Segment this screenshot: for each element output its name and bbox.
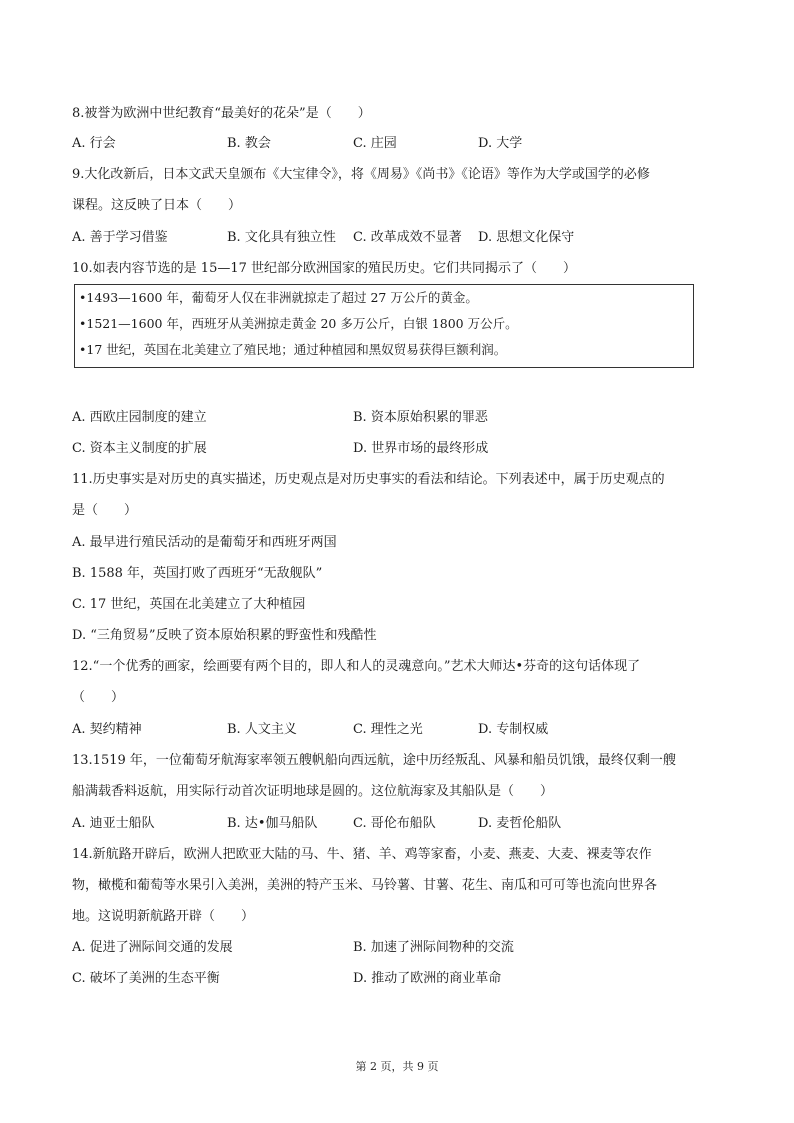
question-13-option-a: A. 迪亚士船队	[72, 816, 155, 831]
question-10-option-b: B. 资本原始积累的罪恶	[353, 410, 488, 425]
question-10-option-a: A. 西欧庄园制度的建立	[72, 410, 207, 425]
question-9-option-b: B. 文化具有独立性	[227, 230, 336, 245]
question-8-option-c: C. 庄园	[353, 136, 397, 151]
question-8-option-d: D. 大学	[478, 136, 523, 151]
question-14-stem-line-3: 地。这说明新航路开辟（ ）	[72, 909, 255, 924]
table-row: •17 世纪，英国在北美建立了殖民地；通过种植园和黑奴贸易获得巨额利润。	[79, 342, 507, 357]
question-14-stem-line-1: 14.新航路开辟后，欧洲人把欧亚大陆的马、牛、猪、羊、鸡等家畜，小麦、燕麦、大麦、裸麦等农作	[72, 847, 652, 862]
question-9-stem-line-2: 课程。这反映了日本（ ）	[72, 198, 242, 213]
question-13-option-b: B. 达•伽马船队	[227, 816, 318, 831]
question-14-option-a: A. 促进了洲际间交通的发展	[72, 940, 233, 955]
question-12-stem-line-2: （ ）	[72, 690, 125, 705]
table-row: •1521—1600 年，西班牙从美洲掠走黄金 20 多万公斤，白银 1800 万公斤。	[79, 316, 518, 331]
question-9-option-c: C. 改革成效不显著	[353, 230, 462, 245]
question-14-option-d: D. 推动了欧洲的商业革命	[353, 971, 502, 986]
question-12-option-b: B. 人文主义	[227, 722, 297, 737]
question-13-option-c: C. 哥伦布船队	[353, 816, 436, 831]
question-8-stem: 8.被誉为欧洲中世纪教育“最美好的花朵”是（ ）	[72, 106, 371, 121]
question-9-option-a: A. 善于学习借鉴	[72, 230, 168, 245]
question-10-table	[74, 284, 694, 368]
question-14-stem-line-2: 物，橄榄和葡萄等水果引入美洲，美洲的特产玉米、马铃薯、甘薯、花生、南瓜和可可等也流向世界各	[72, 878, 658, 893]
question-9-option-d: D. 思想文化保守	[478, 230, 575, 245]
question-12-option-d: D. 专制权威	[478, 722, 549, 737]
question-8-option-a: A. 行会	[72, 136, 116, 151]
question-10-option-c: C. 资本主义制度的扩展	[72, 441, 207, 456]
question-11-stem-line-2: 是（ ）	[72, 503, 138, 518]
question-10-stem: 10.如表内容节选的是 15—17 世纪部分欧洲国家的殖民历史。它们共同揭示了（ ）	[72, 261, 577, 276]
table-row: •1493—1600 年，葡萄牙人仅在非洲就掠走了超过 27 万公斤的黄金。	[79, 290, 478, 305]
question-12-option-c: C. 理性之光	[353, 722, 423, 737]
question-13-stem-line-1: 13.1519 年，一位葡萄牙航海家率领五艘帆船向西远航，途中历经叛乱、风暴和船员饥饿，最终仅剩一艘	[72, 753, 676, 768]
question-8-option-b: B. 教会	[227, 136, 271, 151]
question-12-option-a: A. 契约精神	[72, 722, 142, 737]
question-11-stem-line-1: 11.历史事实是对历史的真实描述，历史观点是对历史事实的看法和结论。下列表述中，属于历史观点的	[72, 472, 665, 487]
page-number-footer: 第 2 页，共 9 页	[355, 1060, 439, 1073]
question-14-option-b: B. 加速了洲际间物种的交流	[353, 940, 514, 955]
question-12-stem-line-1: 12.“一个优秀的画家，绘画要有两个目的，即人和人的灵魂意向。”艺术大师达•芬奇的这句话体现了	[72, 659, 641, 674]
question-10-option-d: D. 世界市场的最终形成	[353, 441, 489, 456]
question-11-option-c: C. 17 世纪，英国在北美建立了大种植园	[72, 597, 306, 612]
question-13-stem-line-2: 船满载香料返航，用实际行动首次证明地球是圆的。这位航海家及其船队是（ ）	[72, 784, 554, 799]
question-9-stem-line-1: 9.大化改新后，日本文武天皇颁布《大宝律令》，将《周易》《尚书》《论语》等作为大学或国学的必修	[72, 167, 650, 182]
question-13-option-d: D. 麦哲伦船队	[478, 816, 562, 831]
question-11-option-a: A. 最早进行殖民活动的是葡萄牙和西班牙两国	[72, 535, 337, 550]
question-11-option-d: D. “三角贸易”反映了资本原始积累的野蛮性和残酷性	[72, 628, 377, 643]
question-14-option-c: C. 破坏了美洲的生态平衡	[72, 971, 220, 986]
question-11-option-b: B. 1588 年，英国打败了西班牙“无敌舰队”	[72, 566, 323, 581]
